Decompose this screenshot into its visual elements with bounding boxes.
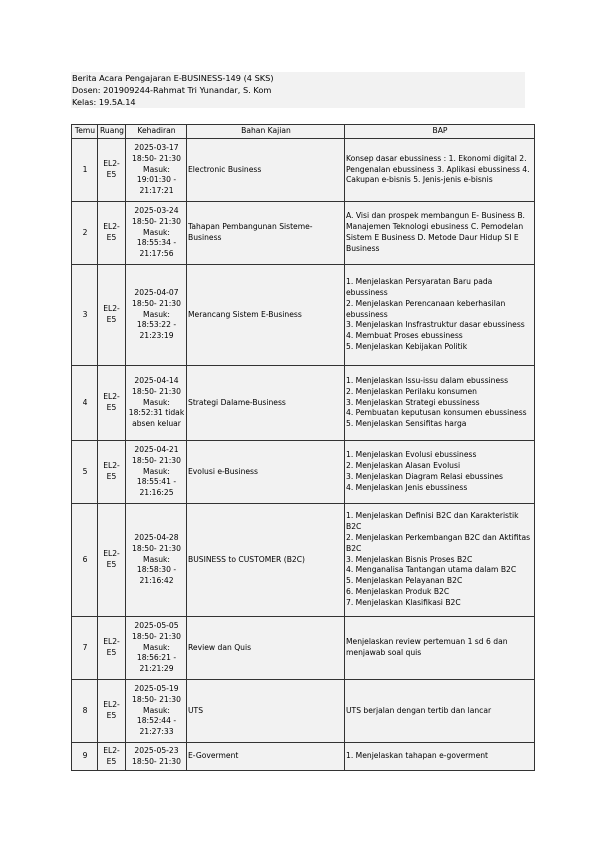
cell-bap [345, 366, 535, 441]
bap-item: 4. Menjelaskan Jenis ebussiness [346, 482, 468, 492]
cell-ruang: EL2-E5 [98, 265, 126, 366]
cell-kehadiran [126, 441, 187, 504]
bap-item: 7. Menjelaskan Klasifikasi B2C [346, 597, 461, 607]
cell-ruang: EL2-E5 [98, 441, 126, 504]
table-row [72, 504, 535, 617]
bap-item: 3. Menjelaskan Bisnis Proses B2C [346, 554, 473, 564]
lecturer-name: Dosen: 201909244-Rahmat Tri Yunandar, S. Kom [72, 85, 272, 95]
cell-bap [345, 441, 535, 504]
cell-ruang: EL2-E5 [98, 743, 126, 771]
cell-bahan-kajian: E-Goverment [187, 743, 345, 771]
kehadiran-line: Masuk: [143, 164, 170, 174]
kehadiran-line: 21:17:21 [139, 186, 174, 196]
cell-bap [345, 680, 535, 743]
bap-item: UTS berjalan dengan tertib dan lancar [346, 705, 492, 715]
bap-item: Menjelaskan review pertemuan 1 sd 6 dan menjawab soal quis [346, 637, 508, 657]
kehadiran-line: 18:52:44 - [136, 716, 177, 726]
kehadiran-line: 18:50- 21:30 [132, 756, 181, 766]
bap-item: 1. Menjelaskan Persyaratan Baru pada ebussiness [346, 277, 493, 297]
cell-kehadiran [126, 504, 187, 617]
cell-bahan-kajian: Evolusi e-Business [187, 441, 345, 504]
table-row [72, 366, 535, 441]
cell-temu: 8 [72, 680, 98, 743]
cell-temu: 4 [72, 366, 98, 441]
kehadiran-line: 2025-04-14 [134, 376, 179, 385]
kehadiran-line: 18:53:22 - [136, 320, 177, 330]
column-header-bahan-kajian: Bahan Kajian [187, 125, 345, 139]
bap-item: 2. Menjelaskan Perencanaan keberhasilan ebussiness [346, 298, 506, 319]
bap-item: 2. Menjelaskan Alasan Evolusi [346, 461, 461, 471]
kehadiran-line: Masuk: [143, 466, 170, 476]
cell-temu: 7 [72, 617, 98, 680]
cell-bap [345, 504, 535, 617]
kehadiran-line: 18:50- 21:30 [132, 455, 181, 465]
kehadiran-line: 18:50- 21:30 [132, 386, 181, 396]
kehadiran-line: 21:27:33 [139, 727, 174, 737]
kehadiran-line: 18:56:21 - [136, 653, 177, 663]
cell-ruang: EL2-E5 [98, 680, 126, 743]
bap-item: 1. Menjelaskan Issu-issu dalam ebussiness [346, 376, 509, 385]
cell-ruang: EL2-E5 [98, 617, 126, 680]
cell-bap [345, 139, 535, 202]
table-row [72, 743, 535, 771]
kehadiran-line: 21:16:42 [139, 576, 174, 586]
bap-table [71, 124, 535, 771]
kehadiran-line: 2025-05-23 [134, 745, 179, 755]
cell-bahan-kajian: Merancang Sistem E-Business [187, 265, 345, 366]
kehadiran-line: 21:23:19 [139, 331, 174, 341]
kehadiran-line: 18:50- 21:30 [132, 694, 181, 704]
kehadiran-line: 18:50- 21:30 [132, 631, 181, 641]
kehadiran-line: 18:55:41 - [136, 477, 177, 487]
cell-ruang: EL2-E5 [98, 139, 126, 202]
bap-item: 1. Menjelaskan tahapan e-goverment [346, 751, 489, 761]
kehadiran-line: 2025-05-19 [134, 684, 179, 693]
cell-bahan-kajian: Review dan Quis [187, 617, 345, 680]
cell-temu: 1 [72, 139, 98, 202]
bap-item: 1. Menjelaskan Definisi B2C dan Karakteristik B2C [346, 511, 519, 532]
bap-item: A. Visi dan prospek membangun E- Business B. Manajemen Teknologi ebusiness C. Pemodelan Sistem E Business D. Metode Daur Hidup SI E Business [346, 211, 525, 253]
cell-temu: 3 [72, 265, 98, 366]
cell-bahan-kajian: Electronic Business [187, 139, 345, 202]
cell-temu: 5 [72, 441, 98, 504]
kehadiran-line: 18:55:34 - [136, 238, 177, 248]
kehadiran-line: 18:50- 21:30 [132, 298, 181, 308]
table-row [72, 139, 535, 202]
kehadiran-line: 2025-04-07 [134, 288, 179, 297]
cell-temu: 9 [72, 743, 98, 771]
bap-item: 2. Menjelaskan Perkembangan B2C dan Aktifitas B2C [346, 533, 531, 553]
table-body [72, 139, 535, 771]
table-row [72, 680, 535, 743]
kehadiran-line: 2025-03-24 [134, 206, 179, 215]
kehadiran-line: Masuk: [143, 705, 170, 715]
cell-kehadiran [126, 617, 187, 680]
kehadiran-line: Masuk: [143, 227, 170, 237]
cell-bap [345, 743, 535, 771]
bap-item: 4. Pembuatan keputusan konsumen ebussiness [346, 408, 527, 418]
cell-temu: 6 [72, 504, 98, 617]
class-name: Kelas: 19.5A.14 [72, 97, 136, 107]
kehadiran-line: Masuk: [143, 309, 170, 319]
column-header-temu: Temu [72, 125, 98, 139]
cell-kehadiran [126, 366, 187, 441]
cell-kehadiran [126, 743, 187, 771]
table-header-row [72, 125, 535, 139]
cell-kehadiran [126, 265, 187, 366]
kehadiran-line: 18:50- 21:30 [132, 543, 181, 553]
table-row [72, 441, 535, 504]
kehadiran-line: 19:01:30 - [136, 175, 177, 185]
kehadiran-line: Masuk: [143, 642, 170, 652]
cell-bahan-kajian: Strategi Dalame-Business [187, 366, 345, 441]
cell-bap [345, 265, 535, 366]
bap-item: 4. Menganalisa Tantangan utama dalam B2C [346, 565, 517, 575]
cell-bap [345, 202, 535, 265]
kehadiran-line: 21:16:25 [139, 488, 174, 498]
bap-item: 3. Menjelaskan Strategi ebussiness [346, 397, 480, 407]
course-title: Berita Acara Pengajaran E-BUSINESS-149 (4 SKS) [72, 73, 274, 83]
bap-item: 5. Menjelaskan Pelayanan B2C [346, 576, 463, 586]
cell-bap [345, 617, 535, 680]
column-header-bap: BAP [345, 125, 535, 139]
kehadiran-line: 2025-03-17 [134, 143, 179, 152]
bap-item: 6. Menjelaskan Produk B2C [346, 586, 450, 596]
cell-kehadiran [126, 680, 187, 743]
cell-ruang: EL2-E5 [98, 202, 126, 265]
bap-item: 1. Menjelaskan Evolusi ebussiness [346, 450, 477, 460]
kehadiran-line: 18:58:30 - [136, 565, 177, 575]
bap-item: 3. Menjelaskan Insfrastruktur dasar ebussiness [346, 320, 525, 330]
bap-item: 5. Menjelaskan Kebijakan Politik [346, 341, 468, 351]
document-header [71, 72, 525, 108]
cell-kehadiran [126, 202, 187, 265]
table-row [72, 202, 535, 265]
bap-item: Konsep dasar ebussiness : 1. Ekonomi digital 2. Pengenalan ebussiness 3. Aplikasi ebussiness 4. Cakupan e-bisnis 5. Jenis-jenis e-bisnis [346, 153, 530, 185]
kehadiran-line: Masuk: [143, 397, 170, 407]
kehadiran-line: 21:21:29 [139, 664, 174, 674]
cell-temu: 2 [72, 202, 98, 265]
cell-bahan-kajian: BUSINESS to CUSTOMER (B2C) [187, 504, 345, 617]
column-header-ruang: Ruang [98, 125, 126, 139]
cell-ruang: EL2-E5 [98, 504, 126, 617]
kehadiran-line: absen keluar [132, 419, 181, 429]
cell-ruang: EL2-E5 [98, 366, 126, 441]
table-row [72, 617, 535, 680]
kehadiran-line: 2025-04-21 [134, 445, 179, 454]
cell-bahan-kajian: UTS [187, 680, 345, 743]
kehadiran-line: 18:52:31 tidak [128, 408, 185, 418]
kehadiran-line: Masuk: [143, 554, 170, 564]
cell-bahan-kajian: Tahapan Pembangunan Sisteme-Business [187, 202, 345, 265]
kehadiran-line: 18:50- 21:30 [132, 216, 181, 226]
kehadiran-line: 18:50- 21:30 [132, 153, 181, 163]
bap-item: 2. Menjelaskan Perilaku konsumen [346, 386, 477, 396]
cell-kehadiran [126, 139, 187, 202]
table-row [72, 265, 535, 366]
bap-item: 4. Membuat Proses ebussiness [346, 331, 463, 341]
bap-item: 3. Menjelaskan Diagram Relasi ebussines [346, 472, 503, 481]
kehadiran-line: 2025-04-28 [134, 533, 179, 542]
kehadiran-line: 21:17:56 [139, 249, 174, 259]
kehadiran-line: 2025-05-05 [134, 621, 179, 630]
bap-item: 5. Menjelaskan Sensifitas harga [346, 419, 467, 429]
column-header-kehadiran: Kehadiran [126, 125, 187, 139]
